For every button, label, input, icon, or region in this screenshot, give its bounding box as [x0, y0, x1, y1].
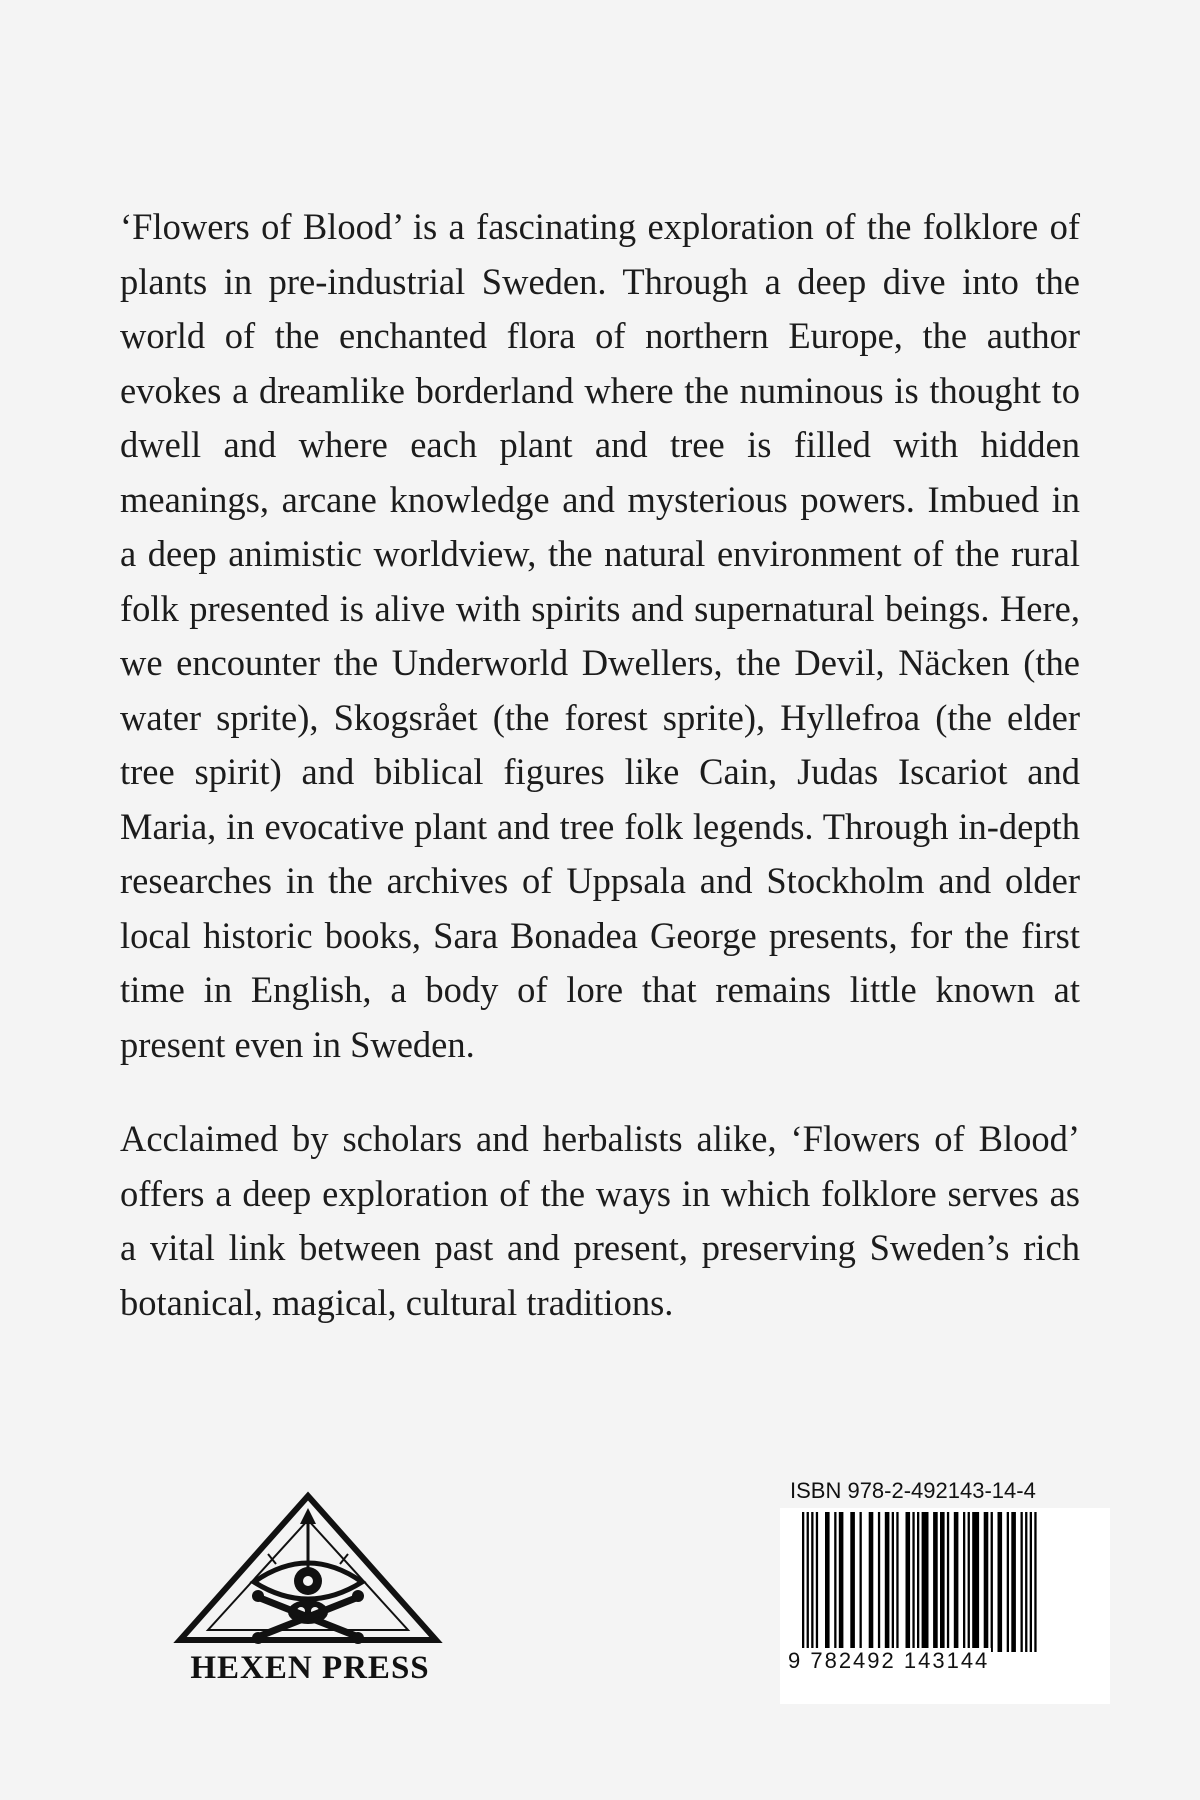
barcode-bar: [839, 1512, 844, 1652]
barcode-bar: [1025, 1512, 1027, 1652]
barcode-bar: [825, 1512, 830, 1652]
barcode-bar: [998, 1512, 1003, 1652]
barcode-bar: [869, 1512, 874, 1652]
barcode-bar: [922, 1512, 929, 1652]
barcode-bar: [811, 1512, 813, 1652]
barcode-bar: [1007, 1512, 1009, 1652]
barcode-bar: [947, 1512, 949, 1652]
barcode-bar: [885, 1512, 890, 1652]
barcode-bar: [940, 1512, 945, 1652]
barcode-bar: [912, 1512, 914, 1652]
barcode-bar: [968, 1512, 970, 1652]
barcode-bar: [963, 1512, 965, 1652]
barcode-bar: [954, 1512, 959, 1652]
barcode-bars: [796, 1512, 1096, 1662]
barcode-bar: [1034, 1512, 1036, 1652]
barcode-bar: [1011, 1512, 1016, 1652]
barcode-bar: [807, 1512, 809, 1652]
barcode-bar: [991, 1512, 993, 1652]
blurb-paragraph-1: ‘Flowers of Blood’ is a fascinating exploration of the folklore of plants in pre-industrial Sweden. Through a deep dive into the world of the enchanted flora of northern Europe, the author evokes a dreamlike borderland where the numinous is thought to dwell and where each plant and tree is filled with hidden meanings, arcane knowledge and mysterious powers. Imbued in a deep animistic worldview, the natural environment of the rural folk presented is alive with spirits and supernatural beings. Here, we encounter the Underworld Dwellers, the Devil, Näcken (the water sprite), Skogsrået (the forest sprite), Hyllefroa (the elder tree spirit) and biblical figures like Cain, Judas Iscariot and Maria, in evocative plant and tree folk legends. Through in-depth researches in the archives of Uppsala and Stockholm and older local historic books, Sara Bonadea George presents, for the first time in English, a body of lore that remains little known at present even in Sweden.: [120, 206, 1080, 1065]
barcode-bar: [834, 1512, 836, 1652]
barcode-bar: [972, 1512, 979, 1652]
barcode-digits: 9 782492 143144: [788, 1648, 990, 1673]
publisher-name: HEXEN PRESS: [190, 1650, 430, 1686]
barcode-bar: [1030, 1512, 1032, 1652]
barcode-bar: [906, 1512, 911, 1652]
barcode-bar: [896, 1512, 898, 1652]
barcode-bar: [892, 1512, 894, 1652]
barcode-bar: [933, 1512, 938, 1652]
barcode-bar: [816, 1512, 818, 1652]
barcode-bar: [1021, 1512, 1023, 1652]
barcode-bar: [984, 1512, 989, 1652]
barcode-bar: [917, 1512, 919, 1652]
blurb-paragraph-2: Acclaimed by scholars and herbalists alike, ‘Flowers of Blood’ offers a deep exploration of the ways in which folklore serves as a vital link between past and present, preserving Sweden’s rich botanical, magical, cultural traditions.: [120, 1118, 1080, 1323]
barcode-bar: [802, 1512, 804, 1652]
barcode: [780, 1508, 1110, 1704]
barcode-bar: [878, 1512, 880, 1652]
barcode-bar: [860, 1512, 862, 1652]
barcode-bar: [850, 1512, 855, 1652]
isbn-label: ISBN 978-2-492143-14-4: [790, 1478, 1036, 1503]
